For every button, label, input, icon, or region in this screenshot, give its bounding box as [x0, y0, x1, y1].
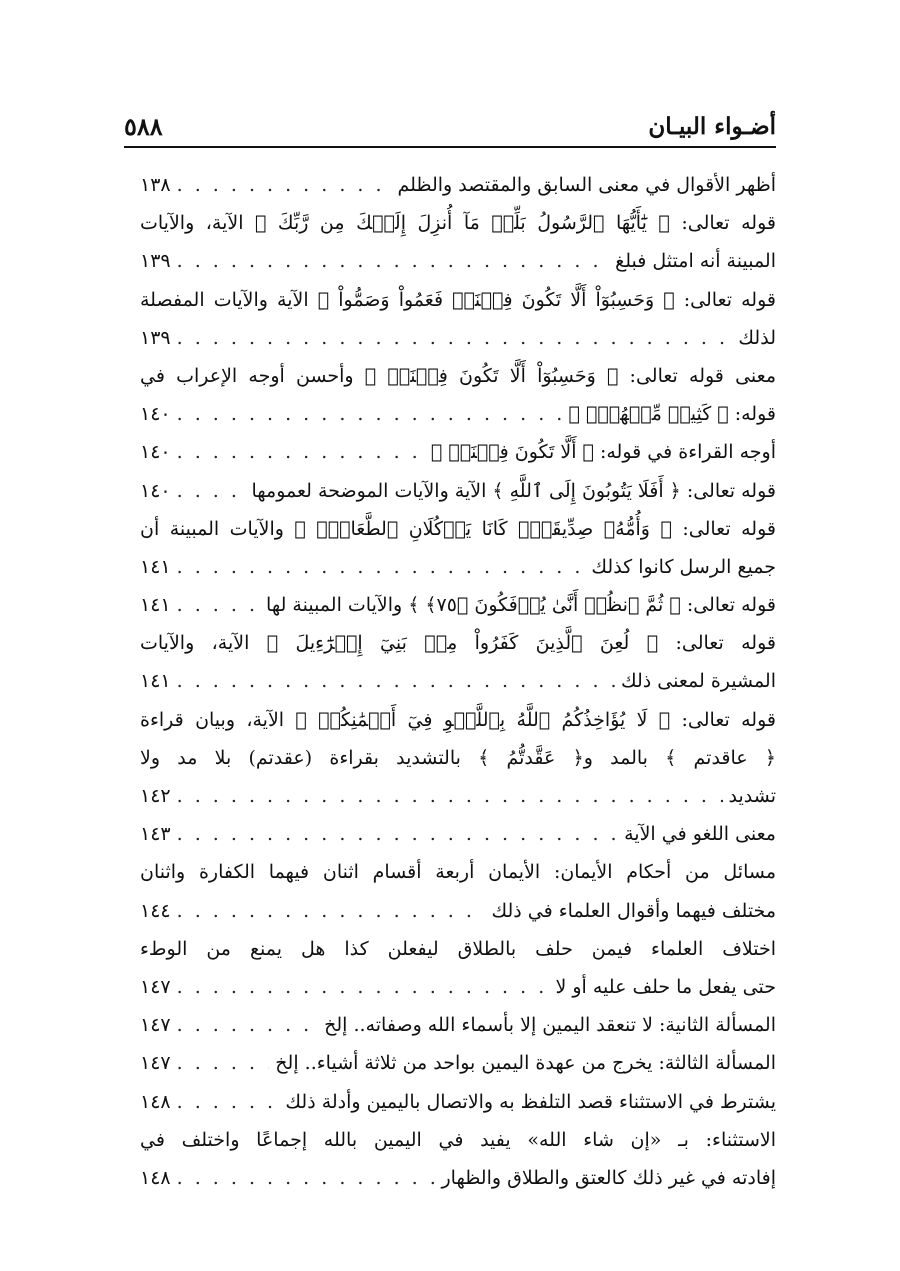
entry-text: إفادته في غير ذلك كالعتق والطلاق والظهار [441, 1166, 776, 1189]
entry-text: أظهر الأقوال في معنى السابق والمقتصد والظلم [397, 174, 776, 196]
continuation-line: مسائل من أحكام الأيمان: الأيمان أربعة أقسام اثنان فيهما الكفارة واثنان [140, 861, 776, 884]
index-line [140, 1159, 776, 1197]
entry-text: قوله تعالى: ﴿ ثُمَّ ٱنظُرۡ أَنَّىٰ يُؤۡفَكُونَ ﴿٧٥﴾ ﴾ والآيات المبينة لها [266, 594, 776, 617]
entry-text: مختلف فيهما وأقوال العلماء في ذلك [491, 899, 776, 922]
dot-leader [177, 1083, 280, 1121]
continuation-line: قوله تعالى: ﴿ وَحَسِبُوٓاْ أَلَّا تَكُونَ فِتۡنَةٞ فَعَمُواْ وَصَمُّواْ ﴾ الآية والآيات المفصلة [140, 288, 776, 311]
index-line [140, 968, 776, 1006]
index-line [140, 1083, 776, 1121]
dot-leader [177, 662, 615, 700]
index-line [140, 472, 776, 510]
dot-leader [177, 319, 733, 357]
continuation-line: قوله تعالى: ﴿ وَأُمُّهُۥ صِدِّيقَةٞۖ كَانَا يَأۡكُلَانِ ٱلطَّعَامَۗ ﴾ والآيات المبينة أن [140, 517, 776, 540]
index-line [140, 586, 776, 624]
entry-page-number: ١٤٨ [140, 1090, 171, 1113]
entry-page-number: ١٤١ [140, 555, 171, 578]
entry-text: جميع الرسل كانوا كذلك [591, 555, 776, 578]
entry-page-number: ١٤٧ [140, 1052, 171, 1075]
page-header [124, 108, 776, 144]
entry-page-number: ١٣٩ [140, 250, 171, 273]
dot-leader [177, 548, 586, 586]
entry-text: قوله: ﴿ كَثِيرٞ مِّنۡهُمۡۚ ﴾ [568, 403, 776, 426]
index-line [140, 815, 776, 853]
index-line [140, 662, 776, 700]
dot-leader [177, 395, 563, 433]
entry-page-number: ١٤٧ [140, 1014, 171, 1037]
index-line [140, 548, 776, 586]
entry-page-number: ١٤٠ [140, 441, 171, 464]
entry-page-number: ١٣٩ [140, 326, 171, 349]
entry-page-number: ١٣٨ [140, 174, 171, 196]
entry-text: المشيرة لمعنى ذلك [620, 670, 776, 693]
dot-leader [177, 433, 425, 471]
continuation-line: ﴿ عاقدتم ﴾ بالمد و﴿ عَقَّدتُّمُ ﴾ بالتشديد بقراءة (عقدتم) بلا مد ولا [140, 746, 776, 769]
entry-page-number: ١٤١ [140, 594, 171, 617]
index-line [140, 433, 776, 471]
dot-leader [177, 586, 260, 624]
index-line [140, 242, 776, 280]
continuation-line: قوله تعالى: ﴿ يَٰٓأَيُّهَا ٱلرَّسُولُ بَلِّغۡ مَآ أُنزِلَ إِلَيۡكَ مِن رَّبِّكَ ﴾ الآية، والآيات [140, 212, 776, 235]
continuation-line: قوله تعالى: ﴿ لُعِنَ ٱلَّذِينَ كَفَرُواْ مِنۢ بَنِيٓ إِسۡرَٰٓءِيلَ ﴾ الآية، والآيات [140, 632, 776, 655]
index-line [140, 1006, 776, 1044]
dot-leader [177, 1159, 436, 1197]
dot-leader [177, 166, 392, 204]
entry-text: معنى اللغو في الآية [624, 823, 776, 846]
entry-text: لذلك [738, 326, 776, 349]
entry-page-number: ١٤٤ [140, 899, 171, 922]
index-line [140, 1044, 776, 1082]
entry-page-number: ١٤٠ [140, 403, 171, 426]
dot-leader [177, 892, 486, 930]
entry-page-number: ١٤٨ [140, 1166, 171, 1189]
continuation-line: الاستثناء: بـ «إن شاء الله» يفيد في اليمين بالله إجماعًا واختلف في [140, 1128, 776, 1151]
header-rule [124, 146, 776, 148]
index-line [140, 892, 776, 930]
index-line [140, 319, 776, 357]
index-line [140, 777, 776, 815]
entry-text: أوجه القراءة في قوله: ﴿ أَلَّا تَكُونَ فِتۡنَةٞ ﴾ [430, 441, 776, 464]
index-line [140, 166, 776, 204]
dot-leader [177, 968, 550, 1006]
dot-leader [177, 1006, 319, 1044]
entry-page-number: ١٤٠ [140, 479, 171, 502]
entry-page-number: ١٤١ [140, 670, 171, 693]
dot-leader [177, 777, 723, 815]
entry-text: قوله تعالى: ﴿ أَفَلَا يَتُوبُونَ إِلَى ٱللَّهِ ﴾ الآية والآيات الموضحة لعمومها [251, 479, 776, 502]
page-number: ٥٨٨ [124, 111, 163, 141]
continuation-line: قوله تعالى: ﴿ لَا يُؤَاخِذُكُمُ ٱللَّهُ بِٱللَّغۡوِ فِيٓ أَيۡمَٰنِكُمۡ ﴾ الآية، وبيان قراءة [140, 708, 776, 731]
entry-page-number: ١٤٧ [140, 975, 171, 998]
entry-text: حتى يفعل ما حلف عليه أو لا [555, 975, 776, 998]
continuation-line: اختلاف العلماء فيمن حلف بالطلاق ليفعلن كذا هل يمنع من الوطء [140, 937, 776, 960]
entry-text: المسألة الثالثة: يخرج من عهدة اليمين بواحد من ثلاثة أشياء.. إلخ [275, 1052, 776, 1075]
entry-text: تشديد [728, 785, 776, 807]
dot-leader [177, 815, 618, 853]
entry-page-number: ١٤٢ [140, 785, 171, 807]
dot-leader [177, 242, 610, 280]
index-line [140, 395, 776, 433]
entry-text: المسألة الثانية: لا تنعقد اليمين إلا بأسماء الله وصفاته.. إلخ [324, 1014, 776, 1037]
entry-text: يشترط في الاستثناء قصد التلفظ به والاتصال باليمين وأدلة ذلك [285, 1090, 776, 1113]
dot-leader [177, 1044, 270, 1082]
dot-leader [177, 472, 246, 510]
running-title: أضـواء البيـان [648, 112, 776, 140]
entry-text: المبينة أنه امتثل فبلغ [615, 250, 776, 273]
continuation-line: معنى قوله تعالى: ﴿ وَحَسِبُوٓاْ أَلَّا تَكُونَ فِتۡنَةٞ ﴾ وأحسن أوجه الإعراب في [140, 364, 776, 387]
index-list [140, 166, 776, 1197]
entry-page-number: ١٤٣ [140, 823, 171, 846]
